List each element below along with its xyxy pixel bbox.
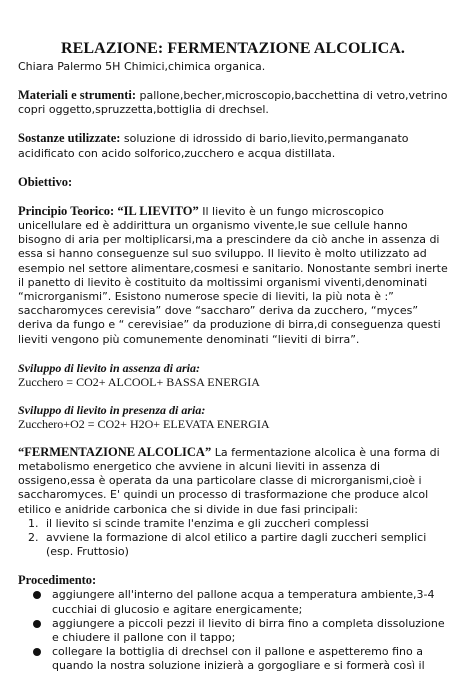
substances-text: soluzione di idrossido di bario,lievito,permanganato acidificato con acido solforico,zucchero e acqua distillata. xyxy=(18,132,409,160)
fermentation-text: La fermentazione alcolica è una forma di metabolismo energetico che avviene in alcuni lieviti in assenza di ossigeno,essa è operata da una particolare classe di microrganismi,cioè i saccharomyces. E' quindi un processo di trasformazione che produce alcol etilico e anidride carbonica che si divide in due fasi principali: xyxy=(18,445,440,516)
bullet-icon xyxy=(33,620,41,628)
materials-paragraph xyxy=(18,88,448,117)
principle-highlight: “IL LIEVITO” xyxy=(114,203,199,218)
fermentation-label: “FERMENTAZIONE ALCOLICA” xyxy=(18,444,212,459)
list-item: 1. il lievito si scinde tramite l'enzima e gli zuccheri complessi xyxy=(42,517,448,531)
list-item xyxy=(52,645,448,673)
no-air-equation: Zucchero = CO2+ ALCOOL+ BASSA ENERGIA xyxy=(18,374,260,389)
procedure-heading: Procedimento: xyxy=(18,573,97,588)
list-item xyxy=(52,588,448,616)
bullet-icon xyxy=(33,648,41,656)
with-air-heading: Sviluppo di lievito in presenza di aria: xyxy=(18,402,206,417)
procedure-step-text: collegare la bottiglia di drechsel con il pallone e aspetteremo fino a quando la nostra soluzione inizierà a gorgogliare e si formerà così il xyxy=(52,645,425,673)
list-item: 2. avviene la formazione di alcol etilico a partire dagli zuccheri semplici (esp. Fruttosio) xyxy=(42,531,448,559)
substances-label: Sostanze utilizzate: xyxy=(18,131,121,146)
fermentation-phases-list xyxy=(18,517,448,560)
procedure-step-text: aggiungere all'interno del pallone acqua a temperatura ambiente,3-4 cucchiai di glucosio e agitare energicamente; xyxy=(52,588,435,616)
author-line: Chiara Palermo 5H Chimici,chimica organica. xyxy=(18,60,266,73)
principle-text: Il lievito è un fungo microscopico unicellulare ed è addirittura un organismo vivente,le sue cellule hanno bisogno di aria per moltiplicarsi,ma a prescindere da ciò anche in assenza di essa si hanno conseguenze sul suo sviluppo. Il lievito è molto utilizzato ad esempio nel settore alimentare,cosmesi e sanitario. Nonostante sembri inerte il panetto di lievito è costituito da moltissimi organismi viventi,denominati “microrganismi”. Esistono numerose specie di lieviti, la più nota è :” saccharomyces cerevisia” dove “saccharo” deriva da zucchero, “myces” deriva da fungo e “ cerevisiae” da produzione di birra,di conseguenza questi lieviti vengono più comunemente denominati “lieviti di birra”. xyxy=(18,204,448,346)
procedure-steps-list xyxy=(18,588,448,673)
no-air-heading: Sviluppo di lievito in assenza di aria: xyxy=(18,360,201,375)
bullet-icon xyxy=(33,591,41,599)
with-air-equation: Zucchero+O2 = CO2+ H2O+ ELEVATA ENERGIA xyxy=(18,416,270,431)
document-title: RELAZIONE: FERMENTAZIONE ALCOLICA. xyxy=(60,40,406,57)
procedure-step-text: aggiungere a piccoli pezzi il lievito di birra fino a completa dissoluzione e chiudere il pallone con il tappo; xyxy=(52,616,445,645)
list-item xyxy=(52,617,448,645)
materials-label: Materiali e strumenti: xyxy=(18,88,137,102)
principle-label: Principio Teorico: xyxy=(18,203,115,218)
principle-paragraph xyxy=(18,204,448,347)
substances-paragraph xyxy=(18,131,448,160)
materials-text: pallone,becher,microscopio,bacchettina di vetro,vetrino copri oggetto,spruzzetta,bottiglia di drechsel. xyxy=(18,89,448,117)
fermentation-paragraph xyxy=(18,445,448,517)
objective-heading: Obiettivo: xyxy=(18,174,73,189)
